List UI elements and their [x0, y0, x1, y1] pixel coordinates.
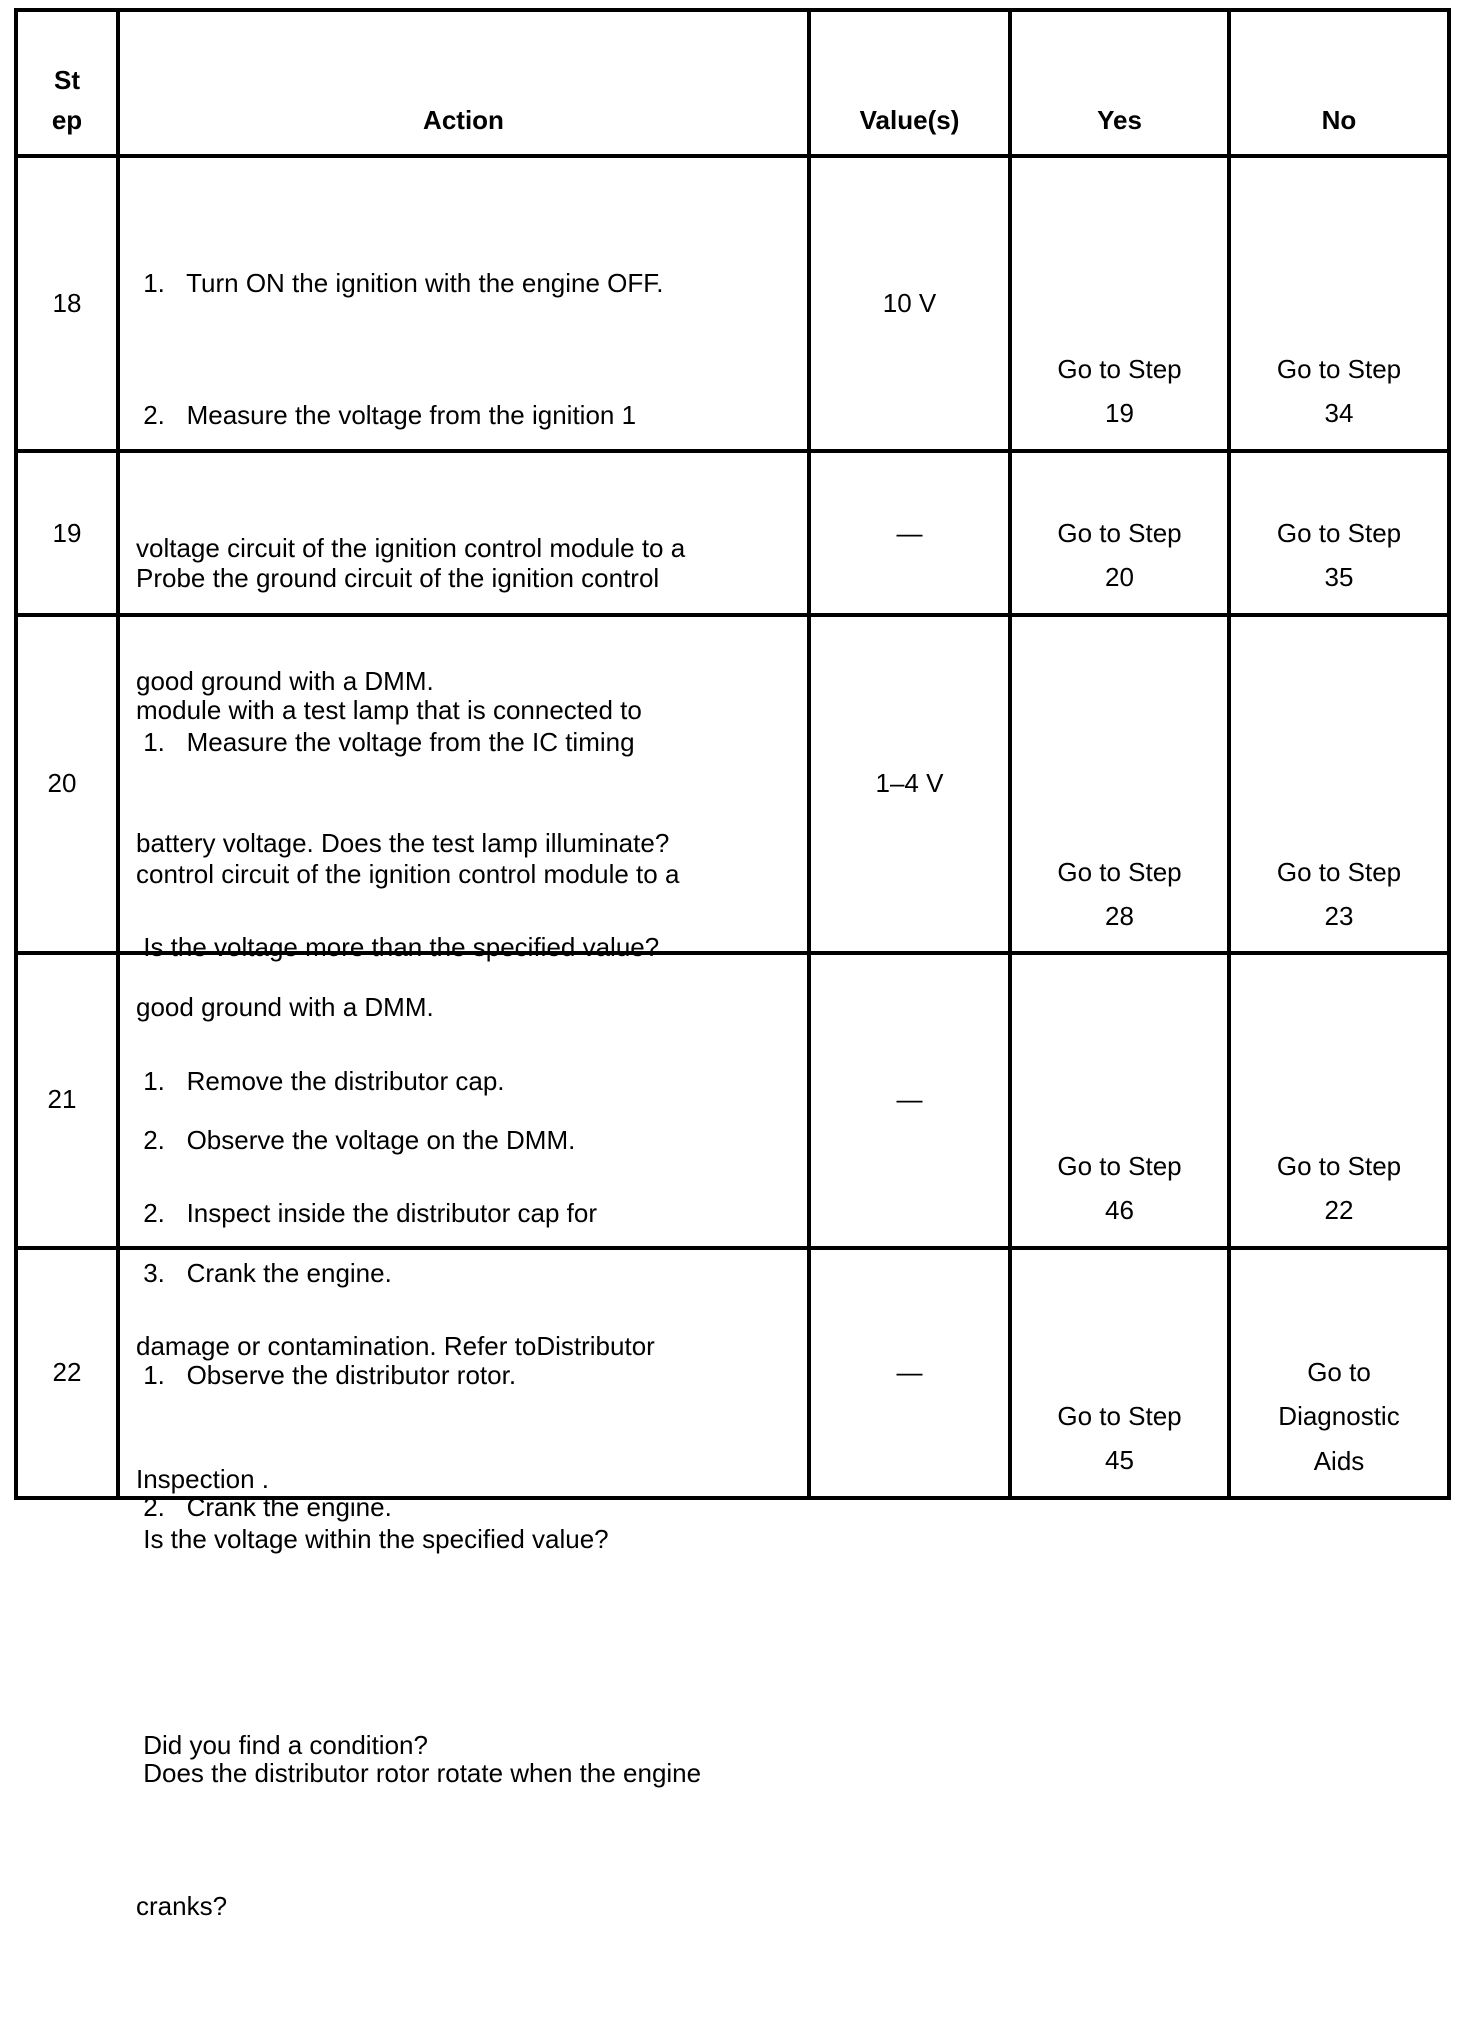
yes-line: Go to Step [1057, 518, 1182, 548]
no-line: Go to Step [1276, 1151, 1402, 1181]
header-divider [14, 154, 1451, 158]
action-line [136, 1618, 701, 1662]
table-border-left [14, 8, 18, 1500]
diagnostic-table [14, 8, 1451, 1922]
action-line: voltage circuit of the ignition control module to a [136, 533, 686, 564]
value-cell: — [896, 1357, 923, 1387]
action-line: Does the distributor rotor rotate when the engine [136, 1758, 702, 1789]
yes-cell [1012, 850, 1227, 939]
step-number: 20 [47, 768, 77, 798]
yes-line: 19 [1105, 398, 1134, 429]
column-divider [116, 8, 120, 1500]
header-step [18, 60, 116, 140]
step-number: 18 [52, 288, 82, 318]
no-line: Diagnostic [1278, 1401, 1400, 1432]
header-no: No [1321, 105, 1357, 135]
action-line: control circuit of the ignition control module to a [136, 859, 680, 890]
action-line: module with a test lamp that is connected to [136, 695, 642, 726]
column-divider [1227, 8, 1231, 1500]
column-divider [1008, 8, 1012, 1500]
no-line: Go to Step [1276, 518, 1402, 548]
action-line: Is the voltage more than the specified value? [136, 932, 660, 963]
table-border-right [1447, 8, 1451, 1500]
action-line: 1. Remove the distributor cap. [136, 1065, 505, 1096]
action-line: Probe the ground circuit of the ignition control [136, 562, 660, 593]
action-line: 3. Crank the engine. [136, 1258, 392, 1289]
yes-cell [1012, 511, 1227, 600]
action-line: good ground with a DMM. [136, 992, 434, 1023]
yes-cell [1012, 347, 1227, 436]
value-cell: 1–4 V [875, 768, 944, 798]
yes-cell [1012, 1144, 1227, 1233]
no-line: 23 [1324, 901, 1354, 932]
yes-line: 20 [1105, 562, 1134, 593]
yes-line: 46 [1105, 1195, 1134, 1226]
no-line: Go to Step [1276, 354, 1402, 384]
action-line: 2. Observe the voltage on the DMM. [136, 1125, 576, 1156]
action-line: good ground with a DMM. [136, 666, 434, 697]
yes-line: Go to Step [1057, 1401, 1182, 1431]
action-line: battery voltage. Does the test lamp illuminate? [136, 828, 670, 859]
action-line: 1. Observe the distributor rotor. [136, 1359, 517, 1390]
no-line: 22 [1324, 1195, 1354, 1226]
table-border-top [14, 8, 1451, 12]
header-values: Value(s) [859, 105, 960, 135]
action-line: 1. Turn ON the ignition with the engine OFF. [136, 267, 664, 298]
header-yes: Yes [1097, 105, 1142, 135]
header-step-line1: St [54, 65, 80, 95]
action-line: damage or contamination. Refer toDistributor [136, 1331, 655, 1362]
header-step-line2: ep [51, 105, 83, 135]
no-cell [1231, 850, 1447, 939]
yes-cell [1012, 1394, 1227, 1483]
step-number: 19 [52, 518, 82, 548]
no-line: 35 [1324, 562, 1354, 593]
no-line: 34 [1324, 398, 1354, 429]
yes-line: Go to Step [1057, 354, 1182, 384]
action-line: Did you find a condition? [136, 1730, 428, 1761]
no-cell [1231, 347, 1447, 436]
action-line: 2. Crank the engine. [136, 1492, 392, 1523]
action-line: 2. Inspect inside the distributor cap for [136, 1198, 598, 1229]
yes-line: 28 [1105, 901, 1134, 932]
action-line: 2. Measure the voltage from the ignition 1 [136, 400, 637, 431]
value-cell: — [896, 1084, 923, 1114]
no-line: Aids [1313, 1445, 1365, 1476]
action-line: cranks? [136, 1891, 228, 1922]
action-line: 1. Measure the voltage from the IC timing [136, 726, 635, 757]
step-number: 22 [52, 1357, 82, 1387]
action-line: Inspection . [136, 1464, 269, 1495]
no-line: Go to Step [1276, 857, 1402, 887]
value-cell: 10 V [882, 288, 937, 318]
header-action: Action [423, 105, 504, 135]
action-line: Is the voltage within the specified value? [136, 1523, 609, 1554]
no-cell [1231, 1144, 1447, 1233]
yes-line: Go to Step [1057, 1151, 1182, 1181]
action-text [136, 1264, 701, 2017]
value-cell: — [896, 518, 923, 548]
no-line: Go to [1307, 1357, 1371, 1387]
column-divider [807, 8, 811, 1500]
yes-line: 45 [1105, 1445, 1134, 1476]
no-cell [1231, 511, 1447, 600]
step-number: 21 [47, 1084, 77, 1114]
no-cell [1231, 1350, 1447, 1483]
yes-line: Go to Step [1057, 857, 1182, 887]
